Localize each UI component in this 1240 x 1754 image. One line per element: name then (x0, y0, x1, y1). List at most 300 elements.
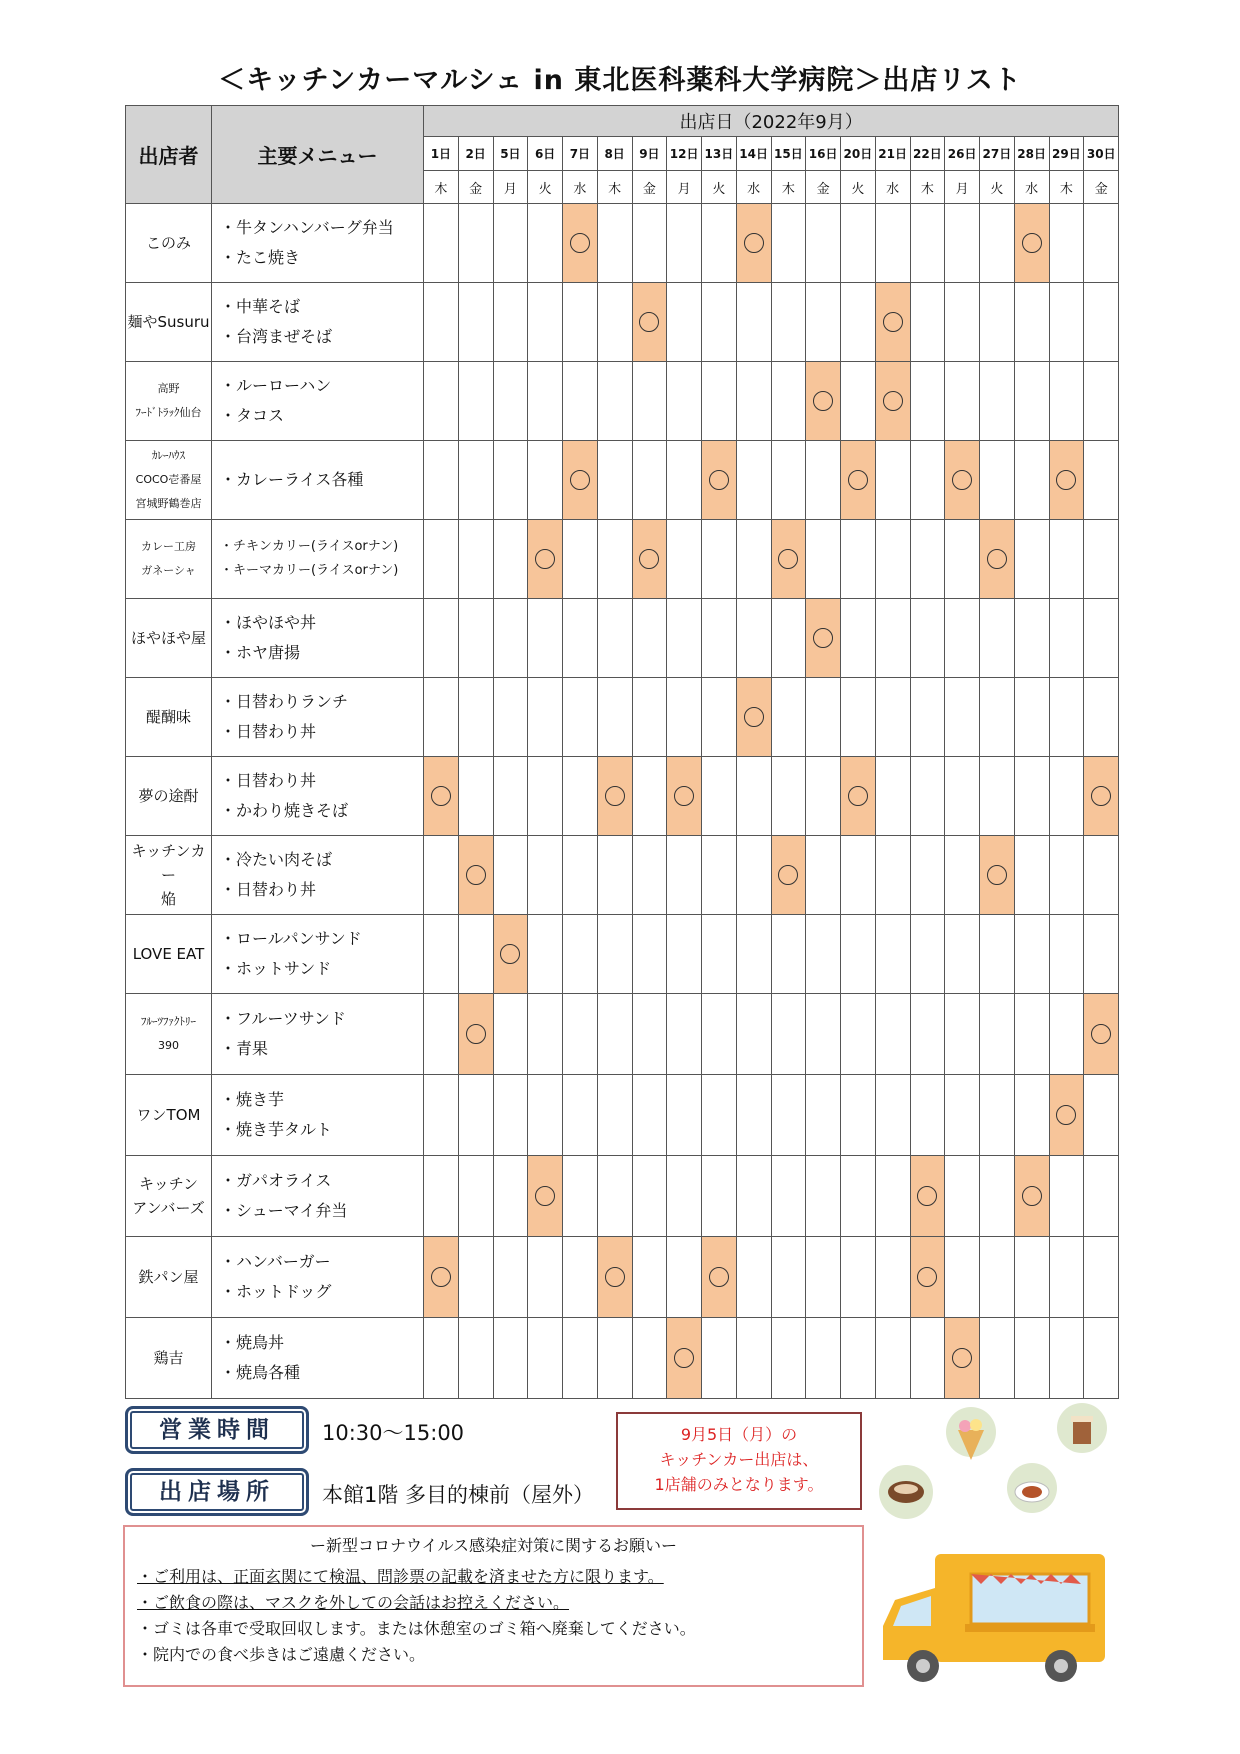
day-cell (563, 520, 598, 599)
open-day-cell (1049, 1075, 1084, 1156)
day-cell (910, 283, 945, 362)
day-cell (493, 362, 528, 441)
menu-cell (212, 1075, 424, 1156)
open-day-cell (1049, 441, 1084, 520)
vendor-row (126, 520, 1119, 599)
location-badge: 出店場所 (125, 1468, 309, 1516)
day-cell (980, 1156, 1015, 1237)
day-cell (841, 836, 876, 915)
day-cell (910, 915, 945, 994)
day-cell (1014, 915, 1049, 994)
day-cell (736, 599, 771, 678)
day-cell (736, 362, 771, 441)
menu-item: ・ タコス (220, 401, 423, 431)
day-cell (945, 836, 980, 915)
day-cell (1049, 283, 1084, 362)
day-cell (563, 1237, 598, 1318)
day-cell (945, 678, 980, 757)
vendor-name-line: LOVE EAT (132, 945, 205, 963)
day-cell (458, 441, 493, 520)
day-cell (806, 520, 841, 599)
open-day-cell (528, 1156, 563, 1237)
open-day-cell (945, 1318, 980, 1399)
day-cell (736, 1156, 771, 1237)
day-cell (945, 283, 980, 362)
day-cell (980, 1237, 1015, 1318)
menu-cell (212, 362, 424, 441)
day-cell (1014, 836, 1049, 915)
vendor-row (126, 441, 1119, 520)
day-cell (493, 599, 528, 678)
circle-mark-icon (431, 1267, 451, 1287)
day-cell (945, 204, 980, 283)
sept5-notice (616, 1412, 862, 1510)
day-cell (910, 836, 945, 915)
day-cell (1084, 678, 1119, 757)
day-cell (493, 1237, 528, 1318)
vendor-name-line: COCO壱番屋 (135, 472, 202, 486)
circle-mark-icon (535, 549, 555, 569)
day-cell (667, 1075, 702, 1156)
day-cell (980, 362, 1015, 441)
day-cell (1084, 441, 1119, 520)
menu-cell (212, 204, 424, 283)
circle-mark-icon (987, 549, 1007, 569)
day-cell (875, 599, 910, 678)
weekday-header: 木 (771, 171, 806, 204)
menu-item: ・ 青果 (220, 1034, 423, 1064)
day-cell (806, 678, 841, 757)
weekday-header: 木 (1049, 171, 1084, 204)
day-cell (702, 757, 737, 836)
day-cell (632, 599, 667, 678)
day-cell (980, 994, 1015, 1075)
day-cell (702, 283, 737, 362)
circle-mark-icon (778, 865, 798, 885)
circle-mark-icon (1056, 1105, 1076, 1125)
day-cell (563, 362, 598, 441)
day-cell (980, 915, 1015, 994)
menu-item: ・ ハンバーガー (220, 1247, 423, 1277)
day-cell (563, 283, 598, 362)
open-day-cell (424, 757, 459, 836)
day-cell (458, 757, 493, 836)
date-header: 26日 (945, 137, 980, 171)
day-cell (597, 1075, 632, 1156)
weekday-header: 水 (563, 171, 598, 204)
circle-mark-icon (1091, 786, 1111, 806)
open-day-cell (528, 520, 563, 599)
open-day-cell (1014, 204, 1049, 283)
open-day-cell (632, 520, 667, 599)
day-cell (667, 915, 702, 994)
menu-item: ・ ほやほや丼 (220, 608, 423, 638)
day-cell (1084, 915, 1119, 994)
day-cell (493, 1075, 528, 1156)
day-cell (597, 283, 632, 362)
menu-cell (212, 757, 424, 836)
day-cell (1014, 441, 1049, 520)
day-cell (841, 599, 876, 678)
day-cell (841, 362, 876, 441)
vendor-name (126, 362, 212, 441)
day-cell (771, 1075, 806, 1156)
day-cell (841, 283, 876, 362)
day-cell (980, 1075, 1015, 1156)
day-cell (632, 678, 667, 757)
circle-mark-icon (466, 865, 486, 885)
circle-mark-icon (1022, 233, 1042, 253)
day-cell (910, 1318, 945, 1399)
day-cell (458, 1156, 493, 1237)
open-day-cell (458, 836, 493, 915)
day-cell (945, 915, 980, 994)
day-cell (563, 599, 598, 678)
day-cell (424, 915, 459, 994)
day-cell (1049, 678, 1084, 757)
day-cell (910, 1075, 945, 1156)
day-cell (910, 204, 945, 283)
day-cell (1049, 362, 1084, 441)
circle-mark-icon (709, 1267, 729, 1287)
day-cell (493, 836, 528, 915)
date-header: 5日 (493, 137, 528, 171)
day-cell (702, 204, 737, 283)
day-cell (841, 204, 876, 283)
day-cell (1014, 362, 1049, 441)
open-day-cell (910, 1156, 945, 1237)
menu-cell (212, 1156, 424, 1237)
day-cell (424, 1156, 459, 1237)
weekday-header: 水 (1014, 171, 1049, 204)
day-cell (528, 362, 563, 441)
circle-mark-icon (813, 391, 833, 411)
day-cell (528, 283, 563, 362)
day-cell (771, 283, 806, 362)
day-cell (493, 520, 528, 599)
circle-mark-icon (952, 470, 972, 490)
open-day-cell (841, 757, 876, 836)
circle-mark-icon (674, 786, 694, 806)
day-cell (1084, 283, 1119, 362)
day-cell (632, 204, 667, 283)
day-cell (806, 836, 841, 915)
open-day-cell (1084, 994, 1119, 1075)
day-cell (632, 1075, 667, 1156)
date-header: 28日 (1014, 137, 1049, 171)
month-header: 出店日（2022年9月） (424, 106, 1119, 137)
menu-item: ・ 日替わりランチ (220, 687, 423, 717)
day-cell (875, 520, 910, 599)
vendor-row (126, 994, 1119, 1075)
day-cell (771, 757, 806, 836)
day-cell (1084, 599, 1119, 678)
weekday-header: 火 (702, 171, 737, 204)
menu-item: ・ ガパオライス (220, 1166, 423, 1196)
vendor-name-line: キッチンカー (131, 842, 206, 884)
open-day-cell (1084, 757, 1119, 836)
weekday-header: 火 (980, 171, 1015, 204)
day-cell (875, 1156, 910, 1237)
day-cell (1014, 994, 1049, 1075)
open-day-cell (771, 520, 806, 599)
menu-item: ・ 焼鳥丼 (220, 1328, 423, 1358)
open-day-cell (875, 362, 910, 441)
menu-item: ・ ホットドッグ (220, 1277, 423, 1307)
day-cell (597, 599, 632, 678)
date-header: 27日 (980, 137, 1015, 171)
menu-item: ・ 冷たい肉そば (220, 845, 423, 875)
day-cell (667, 599, 702, 678)
date-header: 29日 (1049, 137, 1084, 171)
date-header: 6日 (528, 137, 563, 171)
day-cell (736, 1075, 771, 1156)
menu-column-header: 主要メニュー (212, 106, 424, 204)
open-day-cell (597, 1237, 632, 1318)
open-day-cell (702, 1237, 737, 1318)
menu-item: ・ 焼鳥各種 (220, 1358, 423, 1388)
date-header: 15日 (771, 137, 806, 171)
day-cell (458, 204, 493, 283)
day-cell (736, 915, 771, 994)
day-cell (771, 204, 806, 283)
date-header: 21日 (875, 137, 910, 171)
vendor-name-line: アンバーズ (132, 1199, 205, 1217)
day-cell (945, 599, 980, 678)
day-cell (667, 1237, 702, 1318)
vendor-name (126, 520, 212, 599)
menu-cell (212, 599, 424, 678)
day-cell (424, 678, 459, 757)
covid-item: ・ご飲食の際は、マスクを外しての会話はお控えください。 (137, 1593, 570, 1612)
day-cell (528, 1075, 563, 1156)
day-cell (458, 520, 493, 599)
menu-item: ・ カレーライス各種 (220, 465, 423, 495)
circle-mark-icon (605, 1267, 625, 1287)
vendor-name-line: ほやほや屋 (130, 629, 206, 647)
day-cell (1084, 1075, 1119, 1156)
covid-item: ・ご利用は、正面玄関にて検温、問診票の記載を済ませた方に限ります。 (137, 1567, 664, 1586)
open-day-cell (667, 757, 702, 836)
menu-item: ・ 牛タンハンバーグ弁当 (220, 213, 423, 243)
weekday-header: 金 (632, 171, 667, 204)
vendor-name (126, 836, 212, 915)
circle-mark-icon (500, 944, 520, 964)
open-day-cell (875, 283, 910, 362)
day-cell (493, 204, 528, 283)
menu-cell (212, 836, 424, 915)
open-day-cell (493, 915, 528, 994)
covid-item: ・院内での食べ歩きはご遠慮ください。 (137, 1645, 426, 1664)
vendor-name (126, 757, 212, 836)
circle-mark-icon (917, 1267, 937, 1287)
menu-cell (212, 994, 424, 1075)
crepe-icon (946, 1407, 996, 1460)
weekday-header: 金 (1084, 171, 1119, 204)
circle-mark-icon (848, 470, 868, 490)
day-cell (771, 599, 806, 678)
day-cell (945, 520, 980, 599)
day-cell (458, 1237, 493, 1318)
day-cell (1014, 757, 1049, 836)
day-cell (563, 994, 598, 1075)
menu-item: ・ 中華そば (220, 292, 423, 322)
day-cell (424, 836, 459, 915)
vendor-name-line: 鉄パン屋 (138, 1268, 199, 1286)
vendor-row (126, 362, 1119, 441)
open-day-cell (841, 441, 876, 520)
date-header: 2日 (458, 137, 493, 171)
circle-mark-icon (883, 312, 903, 332)
day-cell (424, 1075, 459, 1156)
weekday-header: 月 (493, 171, 528, 204)
day-cell (493, 757, 528, 836)
day-cell (702, 915, 737, 994)
open-day-cell (980, 520, 1015, 599)
day-cell (528, 994, 563, 1075)
day-cell (771, 678, 806, 757)
day-cell (980, 204, 1015, 283)
day-cell (528, 836, 563, 915)
curry-icon (1007, 1463, 1057, 1513)
day-cell (806, 441, 841, 520)
day-cell (563, 915, 598, 994)
day-cell (1084, 1237, 1119, 1318)
day-cell (597, 994, 632, 1075)
circle-mark-icon (952, 1348, 972, 1368)
date-header: 7日 (563, 137, 598, 171)
day-cell (493, 678, 528, 757)
day-cell (597, 362, 632, 441)
weekday-header: 金 (806, 171, 841, 204)
vendor-name (126, 204, 212, 283)
menu-cell (212, 1318, 424, 1399)
day-cell (1014, 283, 1049, 362)
open-day-cell (563, 441, 598, 520)
open-day-cell (910, 1237, 945, 1318)
day-cell (771, 915, 806, 994)
weekday-header: 月 (945, 171, 980, 204)
day-cell (1049, 204, 1084, 283)
notice-line: 1店舗のみとなります。 (654, 1475, 824, 1494)
day-cell (910, 520, 945, 599)
covid-heading: ー新型コロナウイルス感染症対策に関するお願いー (309, 1536, 678, 1555)
day-cell (875, 994, 910, 1075)
day-cell (736, 757, 771, 836)
business-hours-badge: 営業時間 (125, 1406, 309, 1454)
menu-item: ・ シューマイ弁当 (220, 1196, 423, 1226)
menu-cell (212, 520, 424, 599)
day-cell (667, 283, 702, 362)
vendor-name-line: ﾌｰﾄﾞﾄﾗｯｸ仙台 (135, 406, 202, 419)
location-value: 本館1階 多目的棟前（屋外） (322, 1483, 595, 1507)
day-cell (528, 678, 563, 757)
day-cell (597, 441, 632, 520)
day-cell (458, 362, 493, 441)
day-cell (945, 757, 980, 836)
day-cell (910, 678, 945, 757)
vendor-name-line: ガネーシャ (141, 564, 196, 577)
weekday-header: 金 (458, 171, 493, 204)
vendor-name-line: 焔 (160, 890, 176, 908)
circle-mark-icon (709, 470, 729, 490)
day-cell (563, 1075, 598, 1156)
day-cell (1049, 520, 1084, 599)
open-day-cell (458, 994, 493, 1075)
day-cell (910, 994, 945, 1075)
vendor-row (126, 1318, 1119, 1399)
day-cell (841, 994, 876, 1075)
vendor-name-line: 390 (158, 1039, 179, 1052)
circle-mark-icon (744, 707, 764, 727)
day-cell (702, 1318, 737, 1399)
day-cell (980, 678, 1015, 757)
date-header: 9日 (632, 137, 667, 171)
day-cell (910, 599, 945, 678)
day-cell (1014, 678, 1049, 757)
day-cell (945, 1156, 980, 1237)
vendor-name (126, 1075, 212, 1156)
day-cell (875, 757, 910, 836)
day-cell (1014, 1237, 1049, 1318)
vendor-name (126, 599, 212, 678)
day-cell (528, 599, 563, 678)
day-cell (875, 1075, 910, 1156)
vendor-row (126, 757, 1119, 836)
menu-item: ・ 台湾まぜそば (220, 322, 423, 352)
covid-item: ・ゴミは各車で受取回収します。または休憩室のゴミ箱へ廃棄してください。 (137, 1619, 696, 1638)
circle-mark-icon (917, 1186, 937, 1206)
menu-item: ・ ルーローハン (220, 371, 423, 401)
day-cell (597, 678, 632, 757)
circle-mark-icon (813, 628, 833, 648)
day-cell (875, 204, 910, 283)
day-cell (632, 836, 667, 915)
drink-icon (1057, 1403, 1107, 1453)
day-cell (875, 441, 910, 520)
day-cell (736, 1237, 771, 1318)
day-cell (980, 441, 1015, 520)
day-cell (702, 362, 737, 441)
day-cell (945, 1075, 980, 1156)
open-day-cell (1014, 1156, 1049, 1237)
open-day-cell (702, 441, 737, 520)
day-cell (910, 362, 945, 441)
day-cell (667, 520, 702, 599)
menu-item: ・ チキンカリー(ライスorナン) (220, 535, 423, 559)
vendor-name-line: カレー工房 (141, 539, 196, 553)
day-cell (1084, 520, 1119, 599)
vendor-name-line: 夢の途酎 (138, 787, 199, 805)
day-cell (424, 994, 459, 1075)
vendor-name-line: 宮城野鶴巻店 (135, 497, 202, 511)
circle-mark-icon (605, 786, 625, 806)
circle-mark-icon (466, 1024, 486, 1044)
day-cell (702, 678, 737, 757)
menu-item: ・ ロールパンサンド (220, 924, 423, 954)
day-cell (597, 520, 632, 599)
date-header: 14日 (736, 137, 771, 171)
vendor-name-line: 麺やSusuru (127, 313, 210, 331)
day-cell (1084, 1156, 1119, 1237)
day-cell (1084, 204, 1119, 283)
day-cell (1014, 1075, 1049, 1156)
day-cell (736, 836, 771, 915)
menu-item: ・ 焼き芋 (220, 1085, 423, 1115)
day-cell (1049, 994, 1084, 1075)
date-header: 20日 (841, 137, 876, 171)
menu-item: ・ 日替わり丼 (220, 875, 423, 905)
